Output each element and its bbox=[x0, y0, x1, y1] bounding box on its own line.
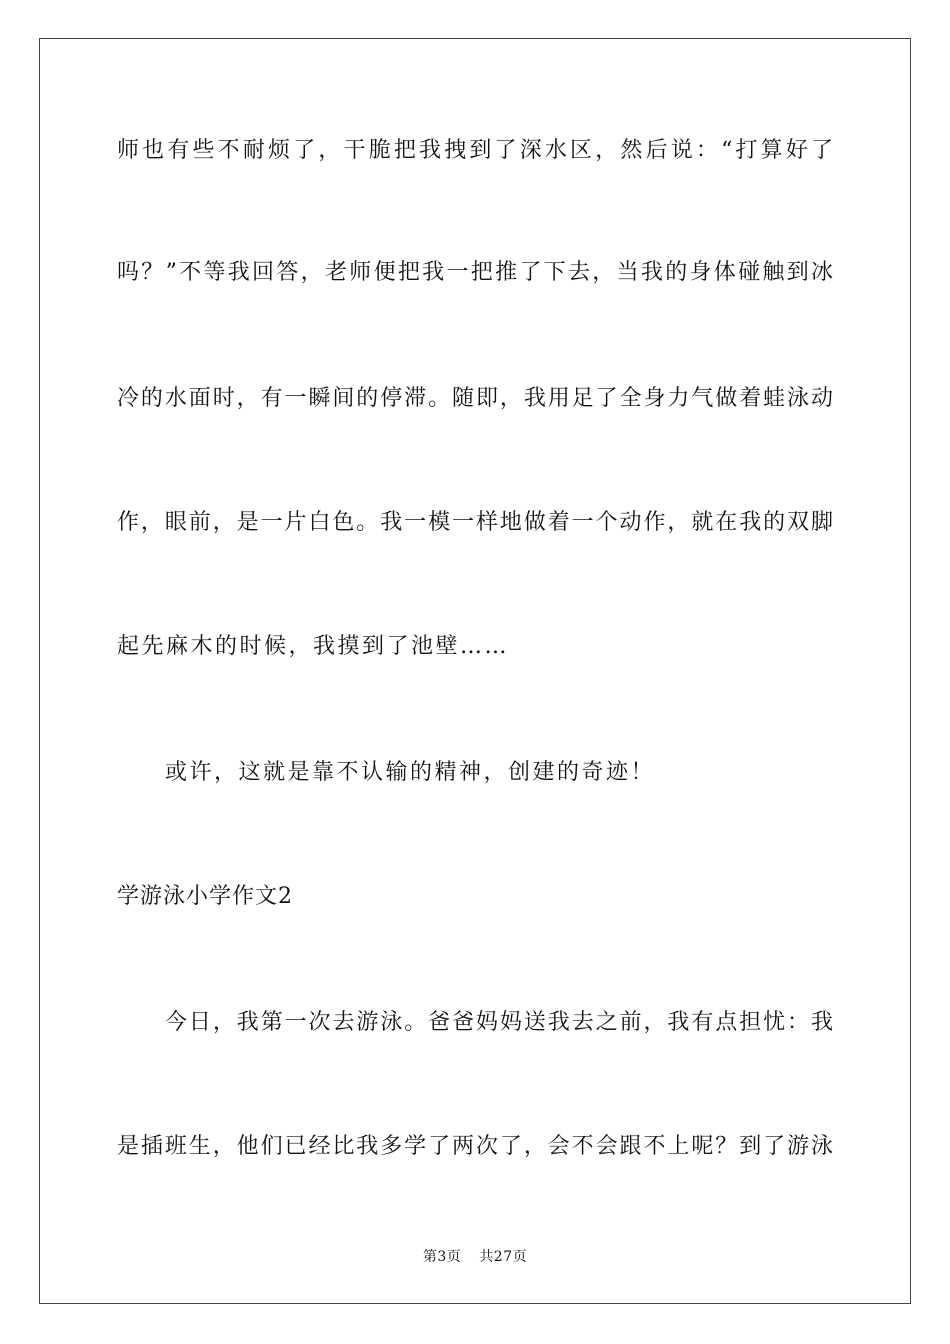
page-number-current: 第3页 bbox=[422, 1249, 462, 1265]
paragraph-line: 或许，这就是靠不认输的精神，创建的奇迹！ bbox=[165, 760, 656, 785]
paragraph-line: 师也有些不耐烦了，干脆把我拽到了深水区，然后说：“打算好了 bbox=[117, 138, 833, 163]
page-number-total: 共27页 bbox=[479, 1249, 528, 1265]
paragraph-line: 起先麻木的时候，我摸到了池壁…… bbox=[117, 634, 510, 659]
paragraph-line: 冷的水面时，有一瞬间的停滞。随即，我用足了全身力气做着蛙泳动 bbox=[117, 386, 833, 411]
page-footer bbox=[0, 1247, 950, 1267]
paragraph-line: 吗？”不等我回答，老师便把我一把推了下去，当我的身体碰触到冰 bbox=[117, 260, 833, 285]
section-heading: 学游泳小学作文2 bbox=[117, 884, 293, 909]
page-border bbox=[39, 38, 911, 1304]
paragraph-line: 是插班生，他们已经比我多学了两次了，会不会跟不上呢？到了游泳 bbox=[117, 1134, 833, 1159]
paragraph-line: 今日，我第一次去游泳。爸爸妈妈送我去之前，我有点担忧：我 bbox=[165, 1010, 833, 1035]
paragraph-line: 作，眼前，是一片白色。我一模一样地做着一个动作，就在我的双脚 bbox=[117, 510, 833, 535]
